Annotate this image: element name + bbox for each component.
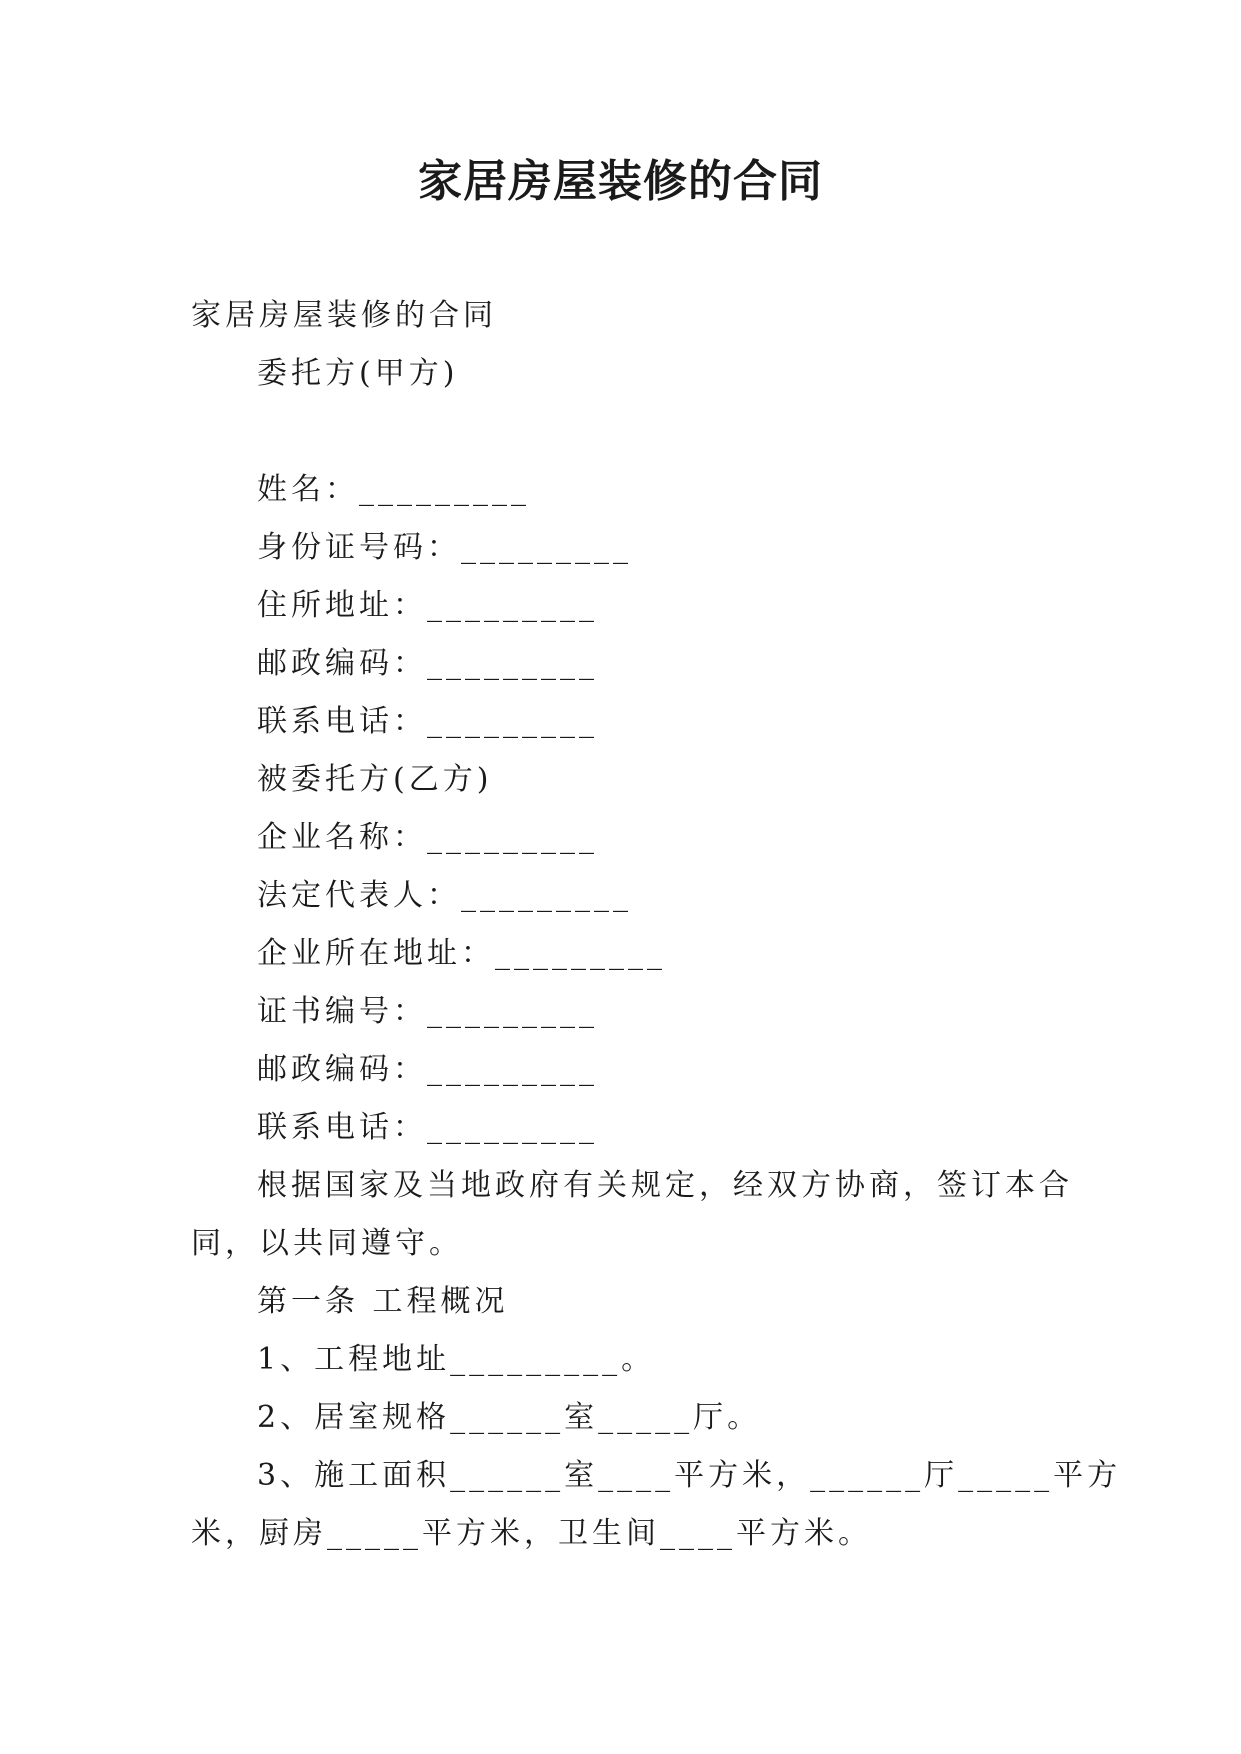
body-line: 住所地址：_________ (257, 588, 598, 623)
body-line: 企业所在地址：_________ (257, 936, 666, 971)
body-line: 身份证号码：_________ (257, 530, 632, 565)
body-line: 根据国家及当地政府有关规定，经双方协商，签订本合 (257, 1168, 1073, 1203)
body-line: 1、工程地址_________。 (257, 1342, 656, 1377)
body-line: 同，以共同遵守。 (191, 1226, 463, 1261)
body-line: 联系电话：_________ (257, 704, 598, 739)
body-line: 米，厨房_____平方米，卫生间____平方米。 (191, 1516, 872, 1551)
body-line: 证书编号：_________ (257, 994, 598, 1029)
body-line: 联系电话：_________ (257, 1110, 598, 1145)
body-line: 第一条 工程概况 (257, 1284, 509, 1319)
body-line: 姓名：_________ (257, 472, 530, 507)
body-line: 法定代表人：_________ (257, 878, 632, 913)
body-line: 家居房屋装修的合同 (191, 298, 497, 333)
document-title: 家居房屋装修的合同 (418, 156, 823, 207)
body-line: 企业名称：_________ (257, 820, 598, 855)
body-line: 3、施工面积______室____平方米，______厅_____平方 (257, 1458, 1122, 1493)
body-line: 邮政编码：_________ (257, 646, 598, 681)
body-line: 邮政编码：_________ (257, 1052, 598, 1087)
blank-line (191, 403, 1057, 461)
body-line: 2、居室规格______室_____厅。 (257, 1400, 762, 1435)
body-line: 委托方(甲方) (257, 356, 459, 391)
body-line: 被委托方(乙方) (257, 762, 493, 797)
document-body (191, 287, 1122, 1563)
